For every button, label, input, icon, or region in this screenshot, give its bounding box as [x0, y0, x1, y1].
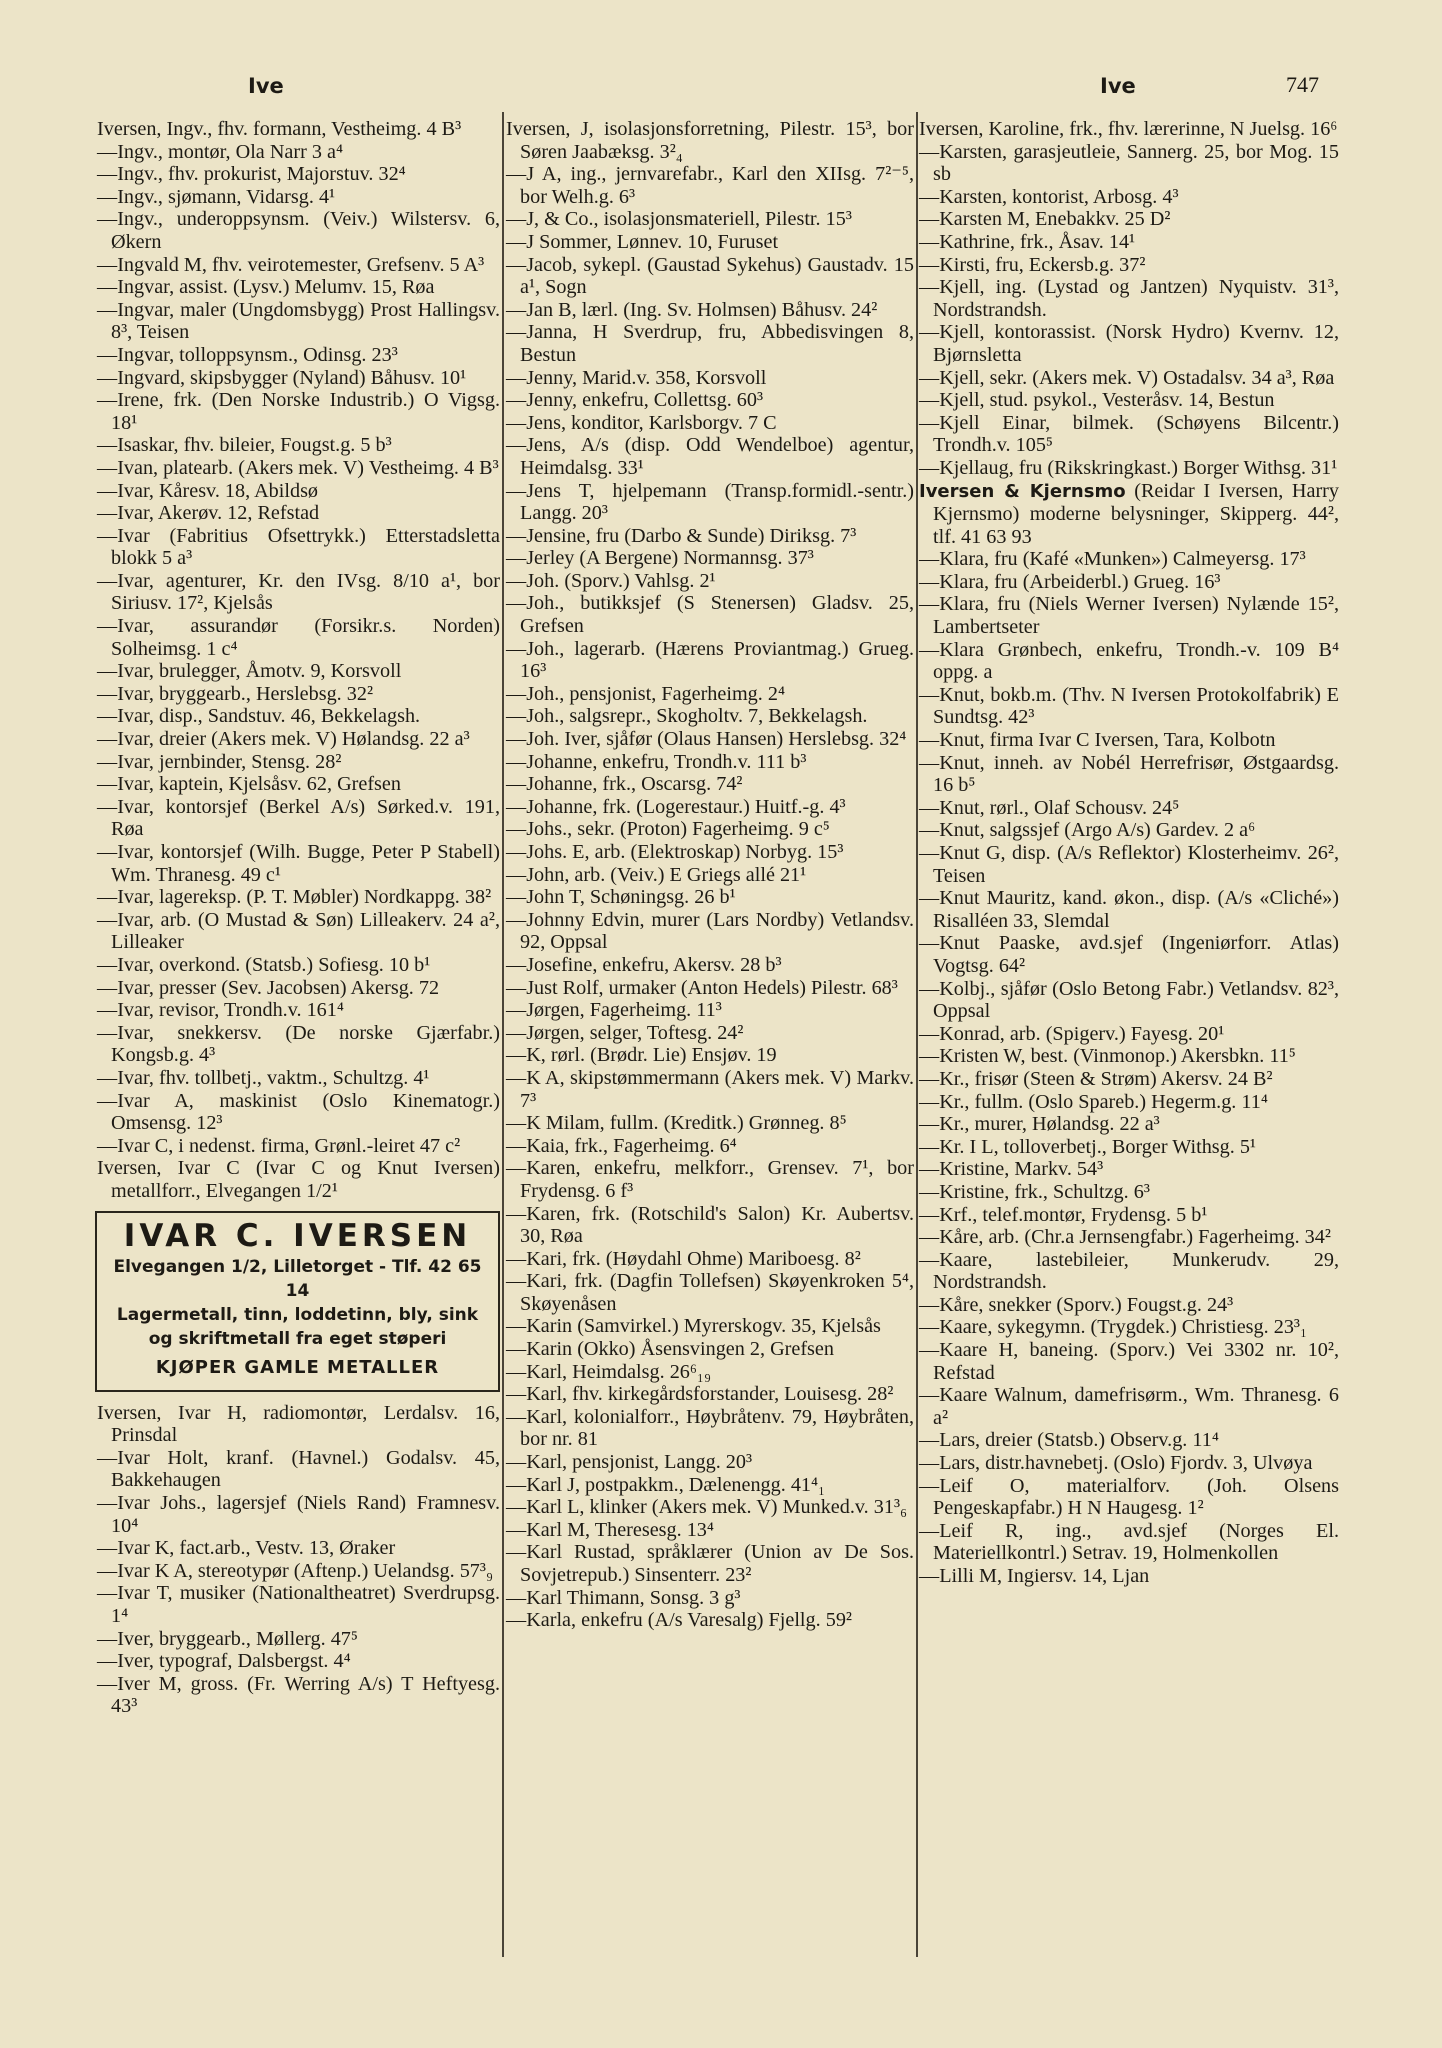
directory-entry: —Kjell, kontorassist. (Norsk Hydro) Kvernv. 12, Bjørnsletta — [919, 321, 1339, 366]
directory-entry: —Knut Paaske, avd.sjef (Ingeniørforr. Atlas) Vogtsg. 64² — [919, 932, 1339, 977]
directory-entry: —Klara, fru (Niels Werner Iversen) Nylænde 15², Lambertseter — [919, 593, 1339, 639]
directory-entry: —Kolbj., sjåfør (Oslo Betong Fabr.) Vetlandsv. 82³, Oppsal — [919, 977, 1339, 1023]
directory-entry: —Ivar C, i nedenst. firma, Grønl.-leiret 47 c² — [97, 1134, 461, 1157]
directory-entry: —Kari, frk. (Høydahl Ohme) Mariboesg. 8² — [506, 1247, 861, 1270]
directory-entry: —Lars, distr.havnebetj. (Oslo) Fjordv. 3, Ulvøya — [919, 1452, 1313, 1475]
directory-entry: —Knut, inneh. av Nobél Herrefrisør, Østgaardsg. 16 b⁵ — [919, 751, 1339, 797]
directory-entry: —Leif O, materialforv. (Joh. Olsens Pengeskapfabr.) H N Haugesg. 1² — [919, 1474, 1339, 1520]
directory-entry: —John, arb. (Veiv.) E Griegs allé 21¹ — [506, 863, 807, 886]
directory-entry: —Kristine, frk., Schultzg. 6³ — [919, 1180, 1150, 1203]
directory-entry: —Joh., lagerarb. (Hærens Proviantmag.) Grueg. 16³ — [506, 637, 914, 683]
directory-entry: —Karl J, postpakkm., Dælenengg. 41⁴₁ — [506, 1473, 826, 1496]
directory-entry: —Ivar, assurandør (Forsikr.s. Norden) Solheimsg. 1 c⁴ — [97, 615, 500, 660]
directory-entry: —Jenny, enkefru, Collettsg. 60³ — [506, 389, 764, 412]
directory-entry: —Kari, frk. (Dagfin Tollefsen) Skøyenkroken 5⁴, Skøyenåsen — [506, 1270, 914, 1315]
directory-entry: —Karl L, klinker (Akers mek. V) Munked.v. 31³₆ — [506, 1496, 908, 1519]
directory-entry: —Ivar, disp., Sandstuv. 46, Bekkelagsh. — [97, 705, 421, 728]
directory-entry: —Joh., salgsrepr., Skogholtv. 7, Bekkelagsh. — [506, 705, 868, 728]
column-3 — [919, 118, 1339, 1588]
directory-entry: —Johnny Edvin, murer (Lars Nordby) Vetlandsv. 92, Oppsal — [506, 908, 914, 954]
directory-entry: —Kristen W, best. (Vinmonop.) Akersbkn. 11⁵ — [919, 1045, 1296, 1068]
directory-entry: —Ivar, jernbinder, Stensg. 28² — [97, 750, 342, 773]
directory-entry: —Ivar, agenturer, Kr. den IVsg. 8/10 a¹, bor Siriusv. 17², Kjelsås — [97, 569, 500, 615]
directory-entry: —Janna, H Sverdrup, fru, Abbedisvingen 8, Bestun — [506, 321, 914, 366]
page-number: 747 — [1286, 72, 1319, 97]
directory-entry: —Johanne, frk. (Logerestaur.) Huitf.-g. 4³ — [506, 795, 846, 818]
directory-entry: —Ivar, lagereksp. (P. T. Møbler) Nordkappg. 38² — [97, 886, 492, 909]
directory-entry: —Ivan, platearb. (Akers mek. V) Vestheimg. 4 B³ — [97, 456, 499, 479]
directory-entry: —Kaare, sykegymn. (Trygdek.) Christiesg. 23³₁ — [919, 1316, 1308, 1339]
directory-entry: —Klara, fru (Arbeiderbl.) Grueg. 16³ — [919, 570, 1221, 593]
directory-entry: —Ingv., underoppsynsm. (Veiv.) Wilstersv. 6, Økern — [97, 208, 500, 253]
directory-entry: —Klara Grønbech, enkefru, Trondh.-v. 109 B⁴ oppg. a — [919, 638, 1339, 684]
directory-entry: —Karsten, kontorist, Arbosg. 4³ — [919, 185, 1179, 208]
directory-entry: —Joh., butikksjef (S Stenersen) Gladsv. 25, Grefsen — [506, 592, 914, 638]
directory-entry: —Ingvard, skipsbygger (Nyland) Båhusv. 10¹ — [97, 366, 467, 389]
directory-entry: —Johs. E, arb. (Elektroskap) Norbyg. 15³ — [506, 841, 844, 863]
directory-entry: —Lilli M, Ingiersv. 14, Ljan — [919, 1565, 1150, 1587]
directory-entry: —Jørgen, Fagerheimg. 11³ — [506, 999, 722, 1022]
directory-entry: —Knut, bokb.m. (Thv. N Iversen Protokolfabrik) E Sundtsg. 42³ — [919, 683, 1339, 729]
directory-entry: —Karl Rustad, språklærer (Union av De Sos. Sovjetrepub.) Sinsenterr. 23² — [506, 1541, 914, 1586]
directory-entry: —K A, skipstømmermann (Akers mek. V) Markv. 7³ — [506, 1066, 914, 1112]
directory-entry: —Kjell Einar, bilmek. (Schøyens Bilcentr.) Trondh.v. 105⁵ — [919, 411, 1339, 457]
directory-entry: —Karl Thimann, Sonsg. 3 g³ — [506, 1586, 741, 1609]
directory-entry: Iversen, J, isolasjonsforretning, Pilestr. 15³, bor Søren Jaabæksg. 3²₄ — [506, 118, 914, 163]
directory-entry: —Karl, kolonialforr., Høybråtenv. 79, Høybråten, bor nr. 81 — [506, 1405, 914, 1451]
directory-entry: Iversen, Ivar H, radiomontør, Lerdalsv. 16, Prinsdal — [97, 1401, 500, 1447]
directory-entry: —Ivar (Fabritius Ofsettrykk.) Etterstadsletta blokk 5 a³ — [97, 524, 500, 570]
directory-entry: —Jacob, sykepl. (Gaustad Sykehus) Gaustadv. 15 a¹, Sogn — [506, 253, 914, 299]
firm-text: (Reidar I Iversen, Harry Kjernsmo) moderne belysninger, Skipperg. 44², tlf. 41 63 93 — [933, 479, 1340, 548]
directory-entry: —Knut, rørl., Olaf Schousv. 24⁵ — [919, 796, 1180, 819]
directory-entry: —Kjell, stud. psykol., Vesteråsv. 14, Bestun — [919, 389, 1275, 412]
directory-entry: —Kr., murer, Hølandsg. 22 a³ — [919, 1113, 1160, 1136]
directory-entry: —Kristine, Markv. 54³ — [919, 1158, 1104, 1181]
directory-entry: —Josefine, enkefru, Akersv. 28 b³ — [506, 953, 782, 976]
column-divider — [502, 112, 504, 1957]
directory-entry: —Karl, fhv. kirkegårdsforstander, Louisesg. 28² — [506, 1383, 894, 1406]
directory-entry: —Ivar, bryggearb., Herslebsg. 32² — [97, 682, 374, 705]
directory-entry: —Ingvar, assist. (Lysv.) Melumv. 15, Røa — [97, 276, 435, 299]
directory-entry: —Johanne, enkefru, Trondh.v. 111 b³ — [506, 750, 807, 773]
running-header-left: Ive — [248, 74, 284, 98]
directory-entry: Iversen, Karoline, frk., fhv. lærerinne, N Juelsg. 16⁶ — [919, 118, 1338, 140]
directory-entry: —Jens, konditor, Karlsborgv. 7 C — [506, 411, 777, 434]
directory-entry: —Kjellaug, fru (Rikskringkast.) Borger Withsg. 31¹ — [919, 456, 1338, 479]
directory-entry: —Ingv., sjømann, Vidarsg. 4¹ — [97, 185, 336, 208]
directory-entry: —Ingvar, tolloppsynsm., Odinsg. 23³ — [97, 343, 398, 366]
directory-entry: —Ivar T, musiker (Nationaltheatret) Sverdrupsg. 1⁴ — [97, 1582, 500, 1628]
directory-entry: —Iver, typograf, Dalsbergst. 4⁴ — [97, 1650, 351, 1673]
directory-entry: —J Sommer, Lønnev. 10, Furuset — [506, 230, 779, 253]
directory-entry: —Iver M, gross. (Fr. Werring A/s) T Heftyesg. 43³ — [97, 1672, 500, 1718]
directory-entry: —Joh. (Sporv.) Vahlsg. 2¹ — [506, 569, 716, 592]
directory-entry: —Ivar, Akerøv. 12, Refstad — [97, 502, 320, 525]
column-2 — [506, 118, 914, 1632]
directory-entry: —Karl, pensjonist, Langg. 20³ — [506, 1451, 753, 1474]
directory-entry: —Karen, frk. (Rotschild's Salon) Kr. Aubertsv. 30, Røa — [506, 1202, 914, 1248]
directory-entry: —Knut, firma Ivar C Iversen, Tara, Kolbotn — [919, 729, 1276, 752]
directory-entry: —Kaia, frk., Fagerheimg. 6⁴ — [506, 1134, 737, 1157]
directory-entry: —Klara, fru (Kafé «Munken») Calmeyersg. 17³ — [919, 548, 1306, 571]
directory-entry: —Ivar, dreier (Akers mek. V) Hølandsg. 22 a³ — [97, 728, 470, 751]
directory-entry: —Karla, enkefru (A/s Varesalg) Fjellg. 59² — [506, 1609, 852, 1632]
directory-entry: —Johs., sekr. (Proton) Fagerheimg. 9 c⁵ — [506, 818, 830, 841]
directory-entry: —Irene, frk. (Den Norske Industrib.) O Vigsg. 18¹ — [97, 389, 500, 434]
ad-line: og skriftmetall fra eget støperi — [148, 1329, 447, 1350]
directory-entry: —Ivar, revisor, Trondh.v. 161⁴ — [97, 999, 344, 1022]
advertisement-box — [95, 1211, 500, 1392]
directory-entry: —Karin (Samvirkel.) Myrerskogv. 35, Kjelsås — [506, 1315, 881, 1338]
directory-entry: —Ivar, overkond. (Statsb.) Sofiesg. 10 b¹ — [97, 953, 431, 976]
directory-entry: —Joh., pensjonist, Fagerheimg. 2⁴ — [506, 682, 785, 705]
directory-entry: —Ingvar, maler (Ungdomsbygg) Prost Hallingsv. 8³, Teisen — [97, 298, 500, 344]
directory-entry: —Jens, A/s (disp. Odd Wendelboe) agentur, Heimdalsg. 33¹ — [506, 434, 914, 479]
directory-entry: —Knut G, disp. (A/s Reflektor) Klosterheimv. 26², Teisen — [919, 842, 1339, 887]
directory-entry: —K Milam, fullm. (Kreditk.) Grønneg. 8⁵ — [506, 1112, 847, 1135]
directory-entry: —Ivar, snekkersv. (De norske Gjærfabr.) Kongsb.g. 4³ — [97, 1021, 500, 1067]
ad-address: Elvegangen 1/2, Lilletorget - Tlf. 42 65 14 — [113, 1257, 482, 1302]
directory-entry: —K, rørl. (Brødr. Lie) Ensjøv. 19 — [506, 1044, 777, 1067]
directory-entry: —Kr. I L, tolloverbetj., Borger Withsg. 5¹ — [919, 1135, 1256, 1158]
directory-entry: —Ivar, arb. (O Mustad & Søn) Lilleakerv. 24 a², Lilleaker — [97, 908, 500, 954]
directory-entry: Iversen, Ivar C (Ivar C og Knut Iversen) metallforr., Elvegangen 1/2¹ — [97, 1157, 500, 1202]
directory-entry: —Kr., fullm. (Oslo Spareb.) Hegerm.g. 11⁴ — [919, 1090, 1268, 1113]
directory-entry: —Kirsti, fru, Eckersb.g. 37² — [919, 253, 1146, 276]
directory-entry: —Karen, enkefru, melkforr., Grensev. 7¹, bor Frydensg. 6 f³ — [506, 1157, 914, 1202]
directory-entry: —Konrad, arb. (Spigerv.) Fayesg. 20¹ — [919, 1022, 1225, 1045]
directory-entry: —Ivar K, fact.arb., Vestv. 13, Øraker — [97, 1537, 396, 1560]
directory-entry: —Kjell, sekr. (Akers mek. V) Ostadalsv. 34 a³, Røa — [919, 366, 1335, 389]
directory-entry: —Ingvald M, fhv. veirotemester, Grefsenv. 5 A³ — [97, 253, 485, 276]
directory-entry: —Ivar Holt, kranf. (Havnel.) Godalsv. 45, Bakkehaugen — [97, 1446, 500, 1492]
directory-entry: —Ivar K A, stereotypør (Aftenp.) Uelandsg. 57³₉ — [97, 1559, 493, 1582]
directory-entry: —Jerley (A Bergene) Normannsg. 37³ — [506, 547, 814, 570]
directory-entry: —Jens T, hjelpemann (Transp.formidl.-sentr.) Langg. 20³ — [506, 479, 914, 525]
directory-entry: —Kaare H, baneing. (Sporv.) Vei 3302 nr. 10², Refstad — [919, 1339, 1339, 1384]
directory-entry: —Johanne, frk., Oscarsg. 74² — [506, 773, 743, 796]
directory-entry: —Knut Mauritz, kand. økon., disp. (A/s «Cliché») Risalléen 33, Slemdal — [919, 887, 1339, 932]
directory-entry: —Ivar, presser (Sev. Jacobsen) Akersg. 72 — [97, 976, 440, 999]
directory-entry: —Leif R, ing., avd.sjef (Norges El. Materiellkontrl.) Setrav. 19, Holmenkollen — [919, 1519, 1339, 1565]
firm-name: Iversen & Kjernsmo — [919, 480, 1126, 502]
column-divider — [916, 112, 918, 1957]
directory-entry: Iversen, Ingv., fhv. formann, Vestheimg. 4 B³ — [97, 118, 462, 140]
directory-entry: —Joh. Iver, sjåfør (Olaus Hansen) Herslebsg. 32⁴ — [506, 728, 907, 751]
running-header-right: Ive — [1100, 74, 1136, 98]
directory-entry: —Just Rolf, urmaker (Anton Hedels) Pilestr. 68³ — [506, 976, 898, 999]
directory-entry: —Ingv., montør, Ola Narr 3 a⁴ — [97, 140, 343, 163]
directory-entry: —Karin (Okko) Åsensvingen 2, Grefsen — [506, 1338, 834, 1361]
directory-entry: —Krf., telef.montør, Frydensg. 5 b¹ — [919, 1203, 1208, 1226]
directory-entry: —Ivar, kaptein, Kjelsåsv. 62, Grefsen — [97, 773, 401, 796]
ad-line: Lagermetall, tinn, loddetinn, bly, sink — [116, 1305, 479, 1326]
directory-entry: —Kjell, ing. (Lystad og Jantzen) Nyquistv. 31³, Nordstrandsh. — [919, 276, 1339, 321]
directory-entry: —Knut, salgssjef (Argo A/s) Gardev. 2 a⁶ — [919, 819, 1256, 842]
directory-entry: —Ivar, Kåresv. 18, Abildsø — [97, 479, 319, 502]
directory-entry: —Isaskar, fhv. bileier, Fougst.g. 5 b³ — [97, 434, 392, 457]
directory-entry: —Kaare, lastebileier, Munkerudv. 29, Nordstrandsh. — [919, 1248, 1339, 1294]
firm-entry — [919, 480, 1339, 549]
directory-entry: —Ivar Johs., lagersjef (Niels Rand) Framnesv. 10⁴ — [97, 1492, 500, 1537]
directory-entry: —Iver, bryggearb., Møllerg. 47⁵ — [97, 1627, 358, 1650]
directory-entry: —Karsten, garasjeutleie, Sannerg. 25, bor Mog. 15 sb — [919, 140, 1339, 186]
directory-entry: —Kr., frisør (Steen & Strøm) Akersv. 24 B² — [919, 1067, 1273, 1090]
column-1 — [97, 118, 500, 1718]
directory-entry: —Lars, dreier (Statsb.) Observ.g. 11⁴ — [919, 1429, 1219, 1452]
directory-entry: —Jensine, fru (Darbo & Sunde) Diriksg. 7³ — [506, 524, 857, 547]
directory-entry: —Ivar, kontorsjef (Berkel A/s) Sørked.v. 191, Røa — [97, 795, 500, 841]
directory-entry: —Ingv., fhv. prokurist, Majorstuv. 32⁴ — [97, 163, 406, 186]
directory-entry: —Jenny, Marid.v. 358, Korsvoll — [506, 366, 767, 389]
directory-entry: —Kaare Walnum, damefrisørm., Wm. Thranesg. 6 a² — [919, 1384, 1339, 1429]
ad-slogan: KJØPER GAMLE METALLER — [155, 1357, 440, 1379]
directory-entry: —J, & Co., isolasjonsmateriell, Pilestr. 15³ — [506, 208, 852, 231]
directory-entry: —Kathrine, frk., Åsav. 14¹ — [919, 230, 1136, 253]
directory-entry: —Ivar, fhv. tollbetj., vaktm., Schultzg. 4¹ — [97, 1066, 430, 1089]
directory-entry: —Ivar A, maskinist (Oslo Kinematogr.) Omsensg. 12³ — [97, 1089, 500, 1135]
directory-entry: —Ivar, brulegger, Åmotv. 9, Korsvoll — [97, 660, 402, 683]
directory-entry: —John T, Schøningsg. 26 b¹ — [506, 886, 736, 909]
directory-entry: —Jan B, lærl. (Ing. Sv. Holmsen) Båhusv. 24² — [506, 298, 878, 321]
directory-entry: —J A, ing., jernvarefabr., Karl den XIIsg. 7²⁻⁵, bor Welh.g. 6³ — [506, 163, 914, 208]
directory-entry: —Karl, Heimdalsg. 26⁶₁₉ — [506, 1360, 712, 1383]
directory-entry: —Kåre, arb. (Chr.a Jernsengfabr.) Fagerheimg. 34² — [919, 1226, 1331, 1249]
directory-entry: —Kåre, snekker (Sporv.) Fougst.g. 24³ — [919, 1293, 1234, 1316]
directory-entry: —Jørgen, selger, Toftesg. 24² — [506, 1021, 744, 1044]
directory-entry: —Karsten M, Enebakkv. 25 D² — [919, 208, 1171, 231]
directory-entry: —Karl M, Theresesg. 13⁴ — [506, 1518, 714, 1541]
ad-title: IVAR C. IVERSEN — [123, 1217, 472, 1254]
directory-entry: —Ivar, kontorsjef (Wilh. Bugge, Peter P Stabell) Wm. Thranesg. 49 c¹ — [97, 841, 500, 886]
